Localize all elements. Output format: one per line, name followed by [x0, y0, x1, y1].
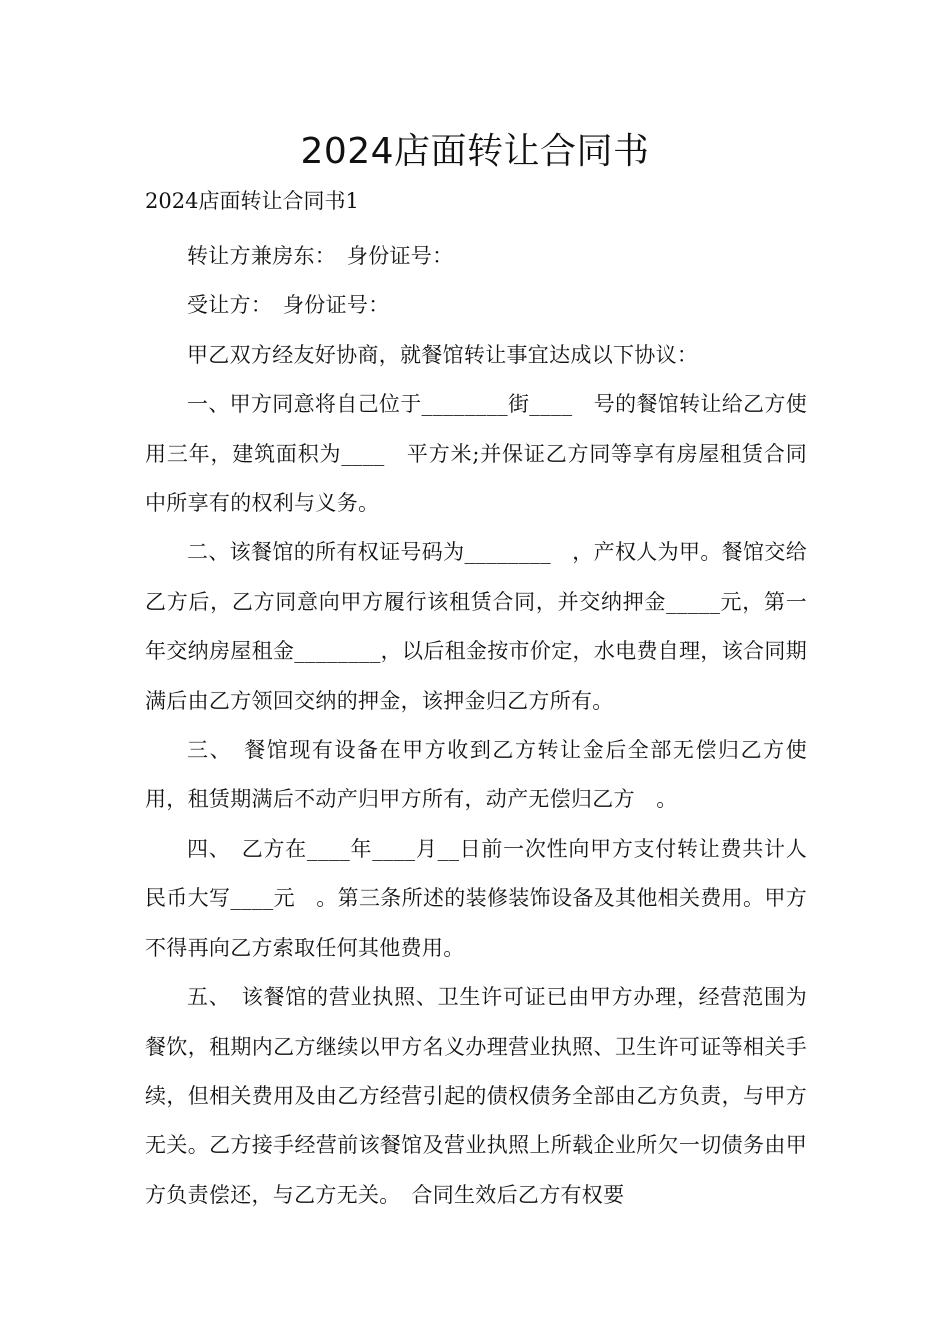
clause-2: 二、该餐馆的所有权证号码为________ ，产权人为甲。餐馆交给乙方后，乙方同意向甲方履行该租赁合同，并交纳押金_____元，第一年交纳房屋租金________，以后租金按市价定，水电费自理，该合同期满后由乙方领回交纳的押金，该押金归乙方所有。: [145, 540, 807, 713]
transferor-line: 转让方兼房东： 身份证号：: [187, 244, 454, 268]
clause-3: 三、 餐馆现有设备在甲方收到乙方转让金后全部无偿归乙方使用，租赁期满后不动产归甲方所有，动产无偿归乙方 。: [145, 738, 807, 812]
clause-5: 五、 该餐馆的营业执照、卫生许可证已由甲方办理，经营范围为餐饮，租期内乙方继续以甲方名义办理营业执照、卫生许可证等相关手续，但相关费用及由乙方经营引起的债权债务全部由乙方负责，与甲方无关。乙方接手经营前该餐馆及营业执照上所载企业所欠一切债务由甲方负责偿还，与乙方无关。 合同生效后乙方有权要: [145, 985, 807, 1207]
agreement-intro: 甲乙双方经友好协商，就餐馆转让事宜达成以下协议：: [187, 342, 699, 367]
document-title: 2024店面转让合同书: [300, 131, 650, 172]
contract-body: [145, 232, 807, 1220]
clause-4: 四、 乙方在____年____月__日前一次性向甲方支付转让费共计人民币大写____元 。第三条所述的装修装饰设备及其他相关费用。甲方不得再向乙方索取任何其他费用。: [145, 836, 807, 960]
clause-1: 一、甲方同意将自己位于________街____ 号的餐馆转让给乙方使用三年，建筑面积为____ 平方米;并保证乙方同等享有房屋租赁合同中所享有的权利与义务。: [145, 392, 807, 516]
transferee-line: 受让方： 身份证号：: [187, 293, 390, 318]
document-subtitle: 2024店面转让合同书1: [145, 189, 359, 213]
